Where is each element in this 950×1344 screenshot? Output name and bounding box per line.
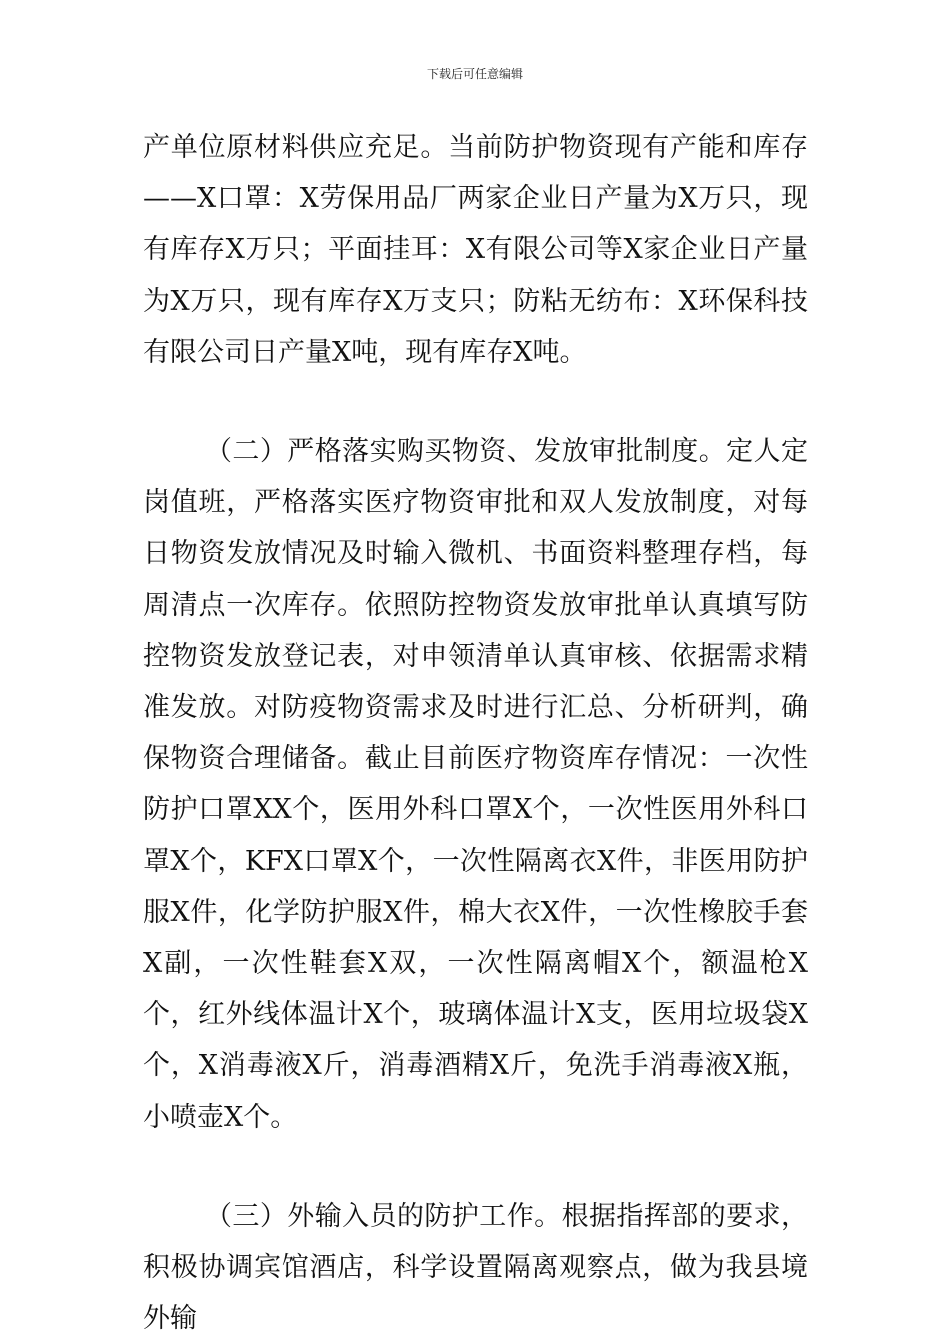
paragraph-approval-system: （二）严格落实购买物资、发放审批制度。定人定岗值班，严格落实医疗物资审批和双人发放制度，对每日物资发放情况及时输入微机、书面资料整理存档，每周清点一次库存。依照防控物资发放审批单认真填写防控物资发放登记表，对申领清单认真审核、依据需求精准发放。对防疫物资需求及时进行汇总、分析研判，确保物资合理储备。截止目前医疗物资库存情况：一次性防护口罩XX个，医用外科口罩X个，一次性医用外科口罩X个，KFX口罩X个，一次性隔离衣X件，非医用防护服X件，化学防护服X件，棉大衣X件，一次性橡胶手套X副，一次性鞋套X双，一次性隔离帽X个，额温枪X个，红外线体温计X个，玻璃体温计X支，医用垃圾袋X个，X消毒液X斤，消毒酒精X斤，免洗手消毒液X瓶，小喷壶X个。: [143, 436, 808, 1133]
page-header: 下载后可任意编辑: [426, 67, 523, 81]
document-body: [143, 122, 808, 1344]
paragraph-inbound-protection: （三）外输入员的防护工作。根据指挥部的要求，积极协调宾馆酒店，科学设置隔离观察点，做为我县境外输: [143, 1200, 808, 1335]
paragraph-materials-capacity: 产单位原材料供应充足。当前防护物资现有产能和库存——X口罩：X劳保用品厂两家企业日产量为X万只，现有库存X万只；平面挂耳：X有限公司等X家企业日产量为X万只，现有库存X万支只；防粘无纺布：X环保科技有限公司日产量X吨，现有库存X吨。: [143, 132, 808, 368]
